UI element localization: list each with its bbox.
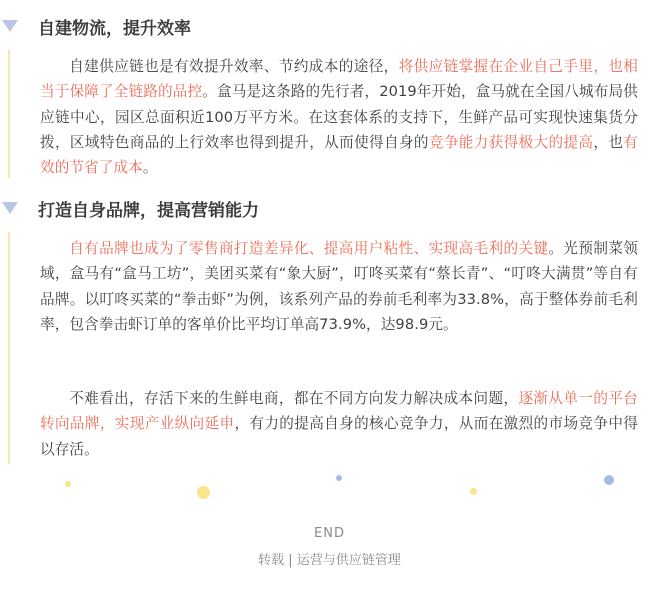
highlighted-text: 逐渐从单一的平台转向品牌，实现产业纵向延申 [40,390,638,433]
text-run: 。盒马是这条路的先行者，2019年开始，盒马就在全国八城布局供应链中心，园区总面积近100万平方米。在这套体系的支持下，生鲜产品可实现快速集货分拨，区域特色商品的上行效率也得到提升，从而使得自身的 [40,83,638,151]
decor-dot [470,488,477,495]
section-heading-row [0,12,659,42]
decor-dot [336,475,342,481]
text-run: ，也 [593,133,624,151]
decor-dot [604,475,614,485]
decor-dot [197,486,210,499]
triangle-marker-icon [2,202,18,214]
highlighted-text: 竞争能力获得极大的提高 [428,133,594,151]
text-run: 。光预制菜领域，盒马有“盒马工坊”，美团买菜有“象大厨”，叮咚买菜有“蔡长青”、“叮咚大满贯”等自有品牌。以叮咚买菜的“拳击虾”为例，该系列产品的券前毛利率为33.8%，高于整体券前毛利率，包含拳击虾订单的客单价比平均订单高73.9%，达98.9元。 [40,240,638,333]
text-run: 自建供应链也是有效提升效率、节约成本的途径， [69,58,399,75]
highlighted-text: 有效的节省了成本 [40,133,638,177]
source-line: 转载 | 运营与供应链管理 [258,553,401,568]
text-run: 不难看出，存活下来的生鲜电商，都在不同方向发力解决成本问题， [69,390,519,407]
section-heading-row [0,194,659,224]
highlighted-text: 自有品牌也成为了零售商打造差异化、提高用户粘性、实现高毛利的关键 [69,240,549,257]
paragraph [40,386,638,462]
end-label: END [314,526,345,541]
section-title: 打造自身品牌，提高营销能力 [38,201,259,221]
decor-dot [65,481,71,487]
highlighted-text: 将供应链掌握在企业自己手里，也相当于保障了全链路的品控 [40,58,639,101]
quote-bar [8,50,10,178]
text-run: ，有力的提高自身的核心竞争力，从而在激烈的市场竞争中得以存活。 [40,415,638,458]
triangle-marker-icon [2,20,18,32]
paragraph [40,54,638,180]
text-run: 。 [142,159,158,177]
paragraph [40,236,638,337]
section-title: 自建物流，提升效率 [38,19,191,39]
quote-bar [8,232,10,464]
